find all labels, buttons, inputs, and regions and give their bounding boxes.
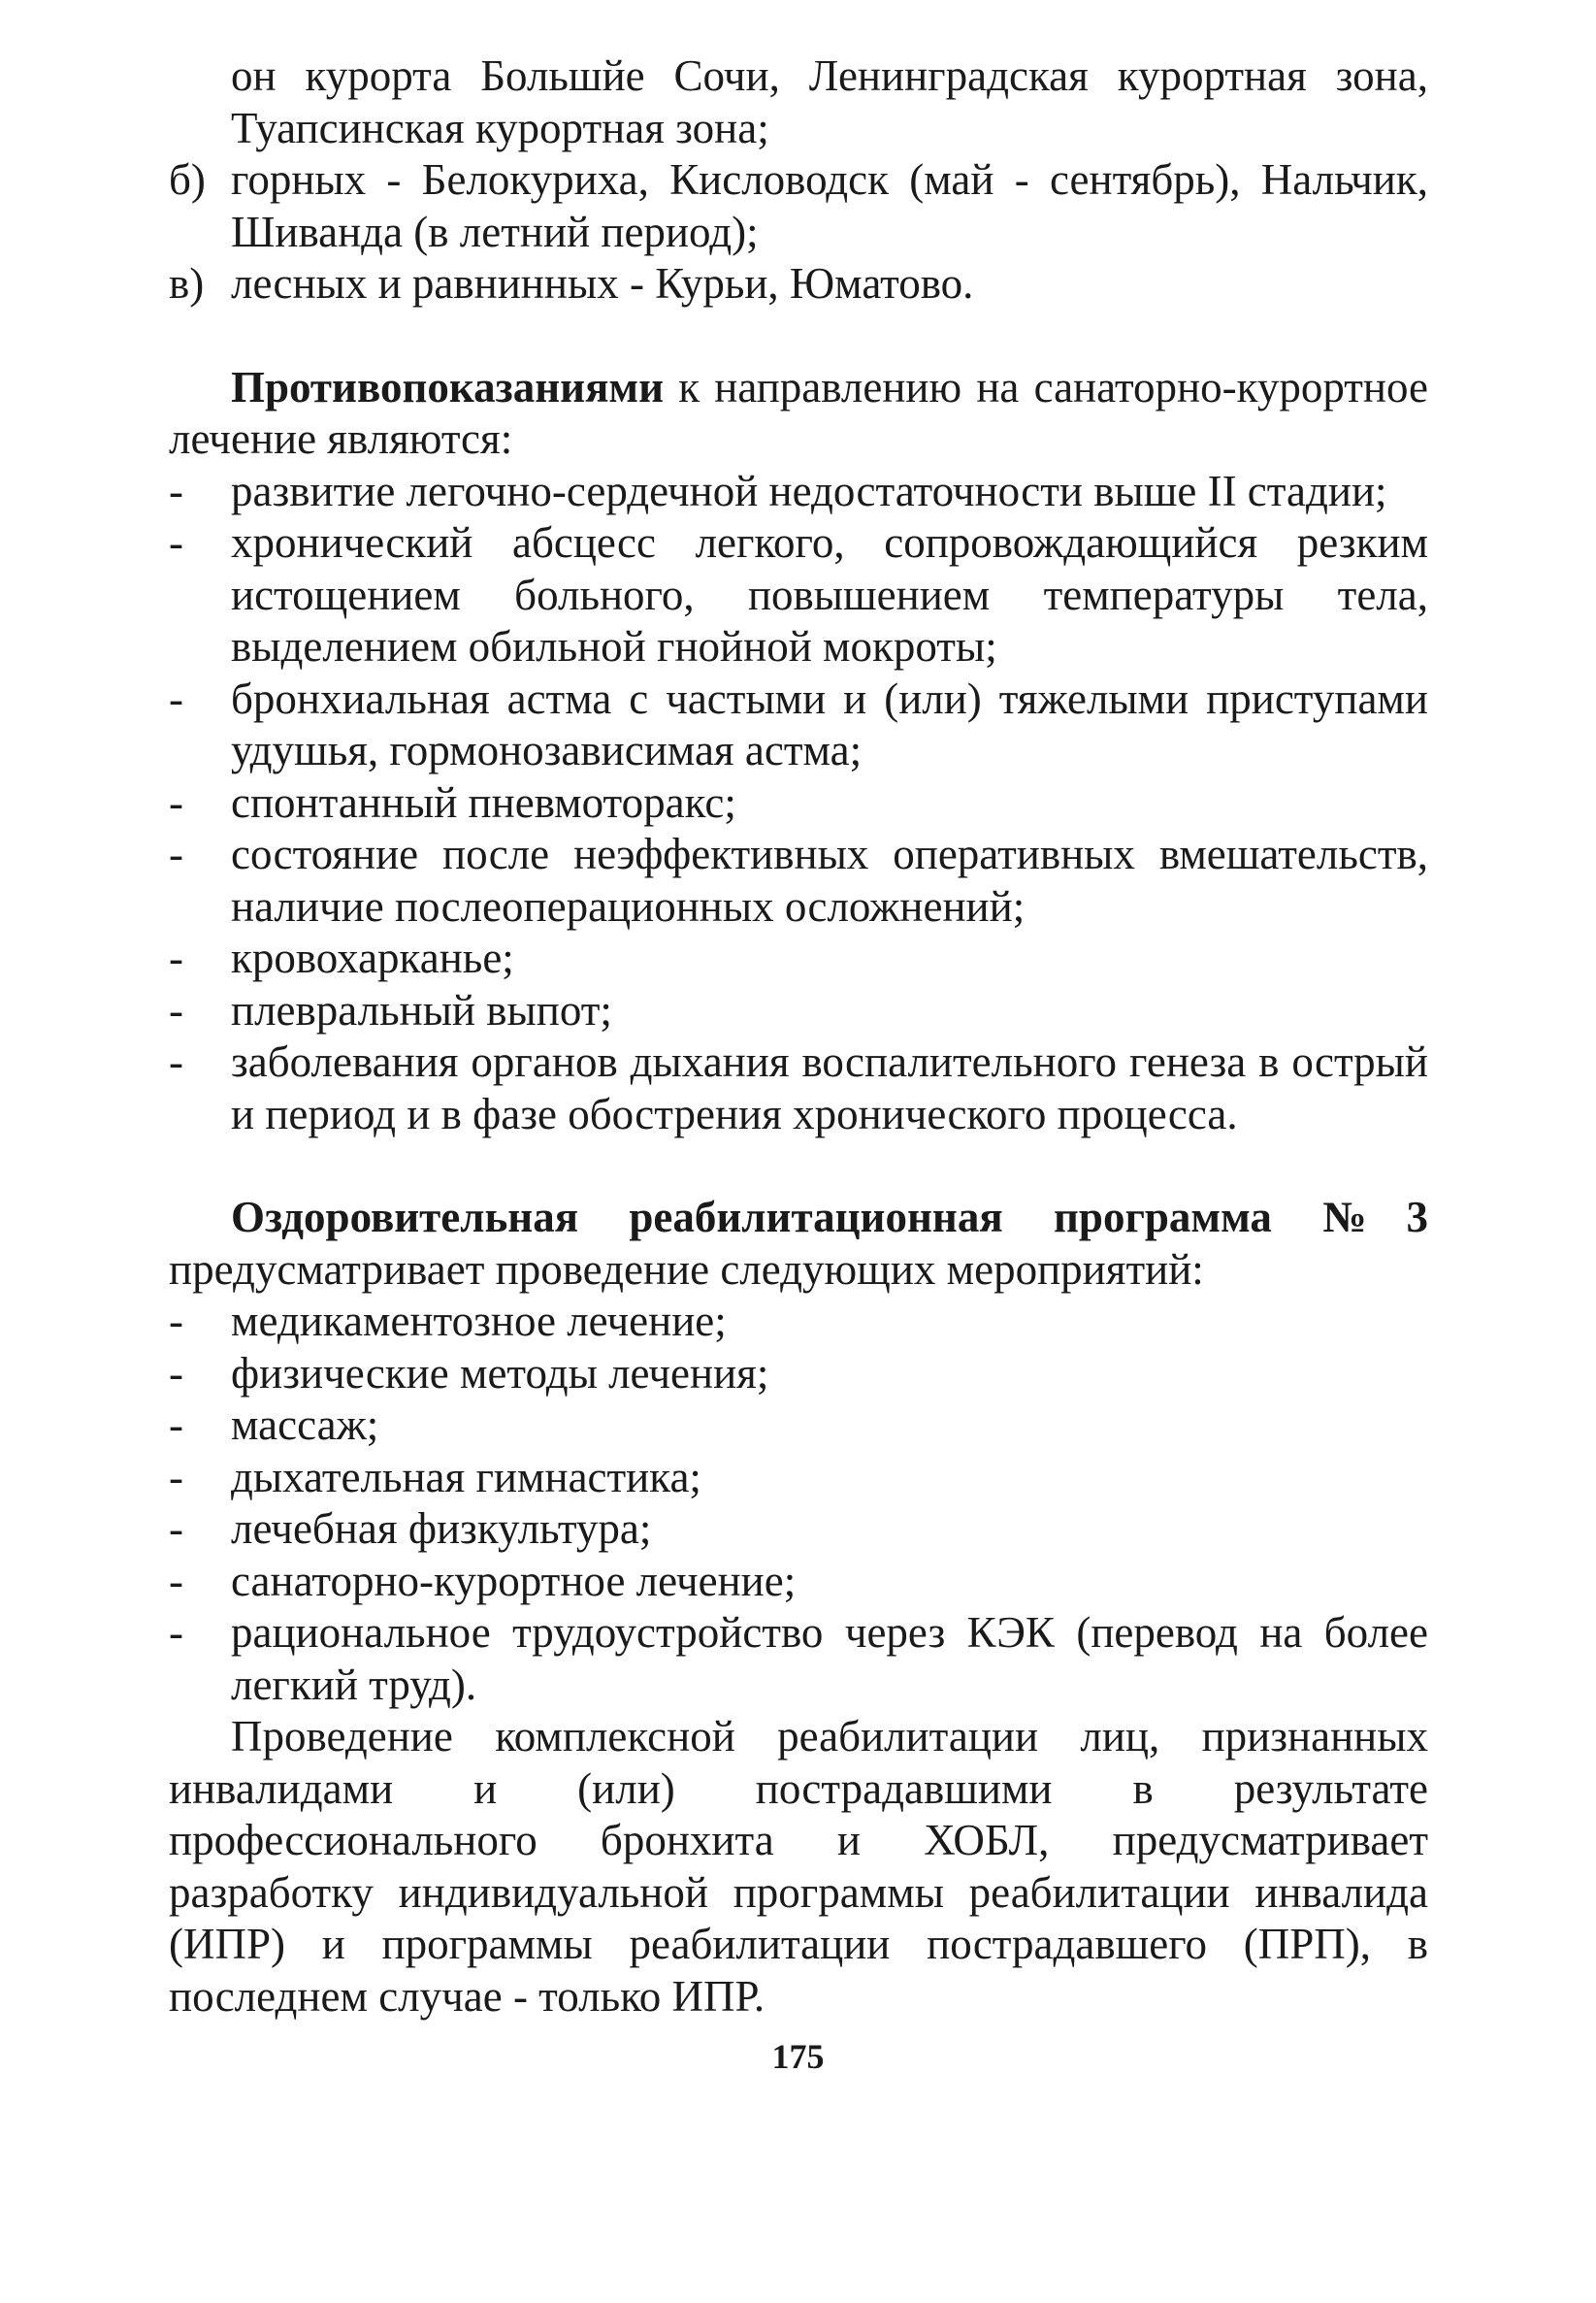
list-item-text: медикаментозное лечение; <box>231 1297 727 1345</box>
list-item-text: кровохарканье; <box>231 934 514 982</box>
contraindications-section <box>169 362 1428 1141</box>
list-item <box>169 1036 1428 1140</box>
list-item-text: лечебная физкультура; <box>231 1504 652 1553</box>
list-item-text: бронхиальная астма с частыми и (или) тяжелыми приступами удушья, гормонозависимая астма; <box>231 674 1428 774</box>
list-marker: - <box>169 1400 183 1449</box>
closing-paragraph: Проведение комплексной реабилитации лиц, признанных инвалидами и (или) пострадавшими в результате профессионального бронхита и ХОБЛ, предусматривает разработку индивидуальной программы реабилитации инвалида (ИПР) и программы реабилитации пострадавшего (ПРП), в последнем случае - только ИПР. <box>169 1712 1428 2021</box>
list-marker: - <box>169 1297 183 1345</box>
list-item-text: физические методы лечения; <box>231 1348 769 1398</box>
page-body <box>169 50 1428 2023</box>
list-marker: - <box>169 674 183 723</box>
list-item <box>169 258 1428 311</box>
list-item-text: заболевания органов дыхания воспалительного генеза в острый и период и в фазе обострения хронического процесса. <box>231 1037 1428 1138</box>
page-number: 175 <box>771 2037 825 2076</box>
list-item-continuation: он курорта Большйе Сочи, Ленинградская курортная зона, Туапсинская курортная зона; <box>231 51 1428 152</box>
list-marker: - <box>169 518 183 567</box>
list-item-text: санаторно-курортное лечение; <box>231 1556 797 1605</box>
list-marker: - <box>169 1556 183 1605</box>
list-marker: - <box>169 830 183 878</box>
list-item-text: дыхательная гимнастика; <box>231 1452 701 1501</box>
list-item-text: рациональное трудоустройство через КЭК (перевод на более легкий труд). <box>231 1608 1428 1709</box>
list-marker: - <box>169 1504 183 1553</box>
list-item <box>169 1607 1428 1711</box>
paragraph-gap <box>169 1140 1428 1192</box>
list-item <box>169 1348 1428 1400</box>
list-item <box>169 1452 1428 1504</box>
program-heading: Оздоровительная реабилитационная программа №3 <box>231 1193 1428 1241</box>
list-item <box>169 829 1428 933</box>
list-marker: - <box>169 777 183 827</box>
contraindications-lead <box>169 362 1428 466</box>
contraindications-heading: Противопоказаниями <box>231 362 665 411</box>
list-marker: - <box>169 985 183 1035</box>
list-item <box>169 1556 1428 1608</box>
list-item-text: горных - Белокуриха, Кисловодск (май - сентябрь), Нальчик, Шиванда (в летний период); <box>231 155 1428 256</box>
list-item-text: лесных и равнинных - Курьи, Юматово. <box>231 259 974 308</box>
list-item-text: спонтанный пневмоторакс; <box>231 777 736 827</box>
list-item <box>169 985 1428 1037</box>
program-lead-text: предусматривает проведение следующих мероприятий: <box>169 1244 1204 1294</box>
list-marker: в) <box>169 259 205 308</box>
list-marker: - <box>169 1348 183 1398</box>
list-item-text: плевральный выпот; <box>231 985 612 1035</box>
list-item-text: хронический абсцесс легкого, сопровождающийся резким истощением больного, повышением температуры тела, выделением обильной гнойной мокроты; <box>231 518 1428 671</box>
list-marker: - <box>169 1608 183 1657</box>
list-item <box>169 1296 1428 1348</box>
list-marker: - <box>169 934 183 982</box>
list-marker: - <box>169 466 183 515</box>
program-section <box>169 1192 1428 2023</box>
list-marker: - <box>169 1037 183 1086</box>
resort-list <box>169 50 1428 311</box>
list-item-text: массаж; <box>231 1400 379 1449</box>
paragraph-gap <box>169 311 1428 362</box>
list-item <box>169 1399 1428 1452</box>
list-item <box>169 777 1428 830</box>
list-item <box>169 466 1428 518</box>
list-item <box>169 154 1428 258</box>
contraindications-lead-text: к направлению на санаторно-курортное лечение являются: <box>169 362 1428 463</box>
list-item-text: состояние после неэффективных оперативных вмешательств, наличие послеоперационных осложнений; <box>231 830 1428 931</box>
list-item <box>169 674 1428 777</box>
list-marker: б) <box>169 155 206 204</box>
list-item-text: развитие легочно-сердечной недостаточности выше II стадии; <box>231 466 1387 515</box>
list-item <box>169 933 1428 985</box>
list-marker: - <box>169 1452 183 1501</box>
list-item <box>169 517 1428 674</box>
list-item <box>169 1503 1428 1556</box>
program-lead <box>169 1192 1428 1296</box>
